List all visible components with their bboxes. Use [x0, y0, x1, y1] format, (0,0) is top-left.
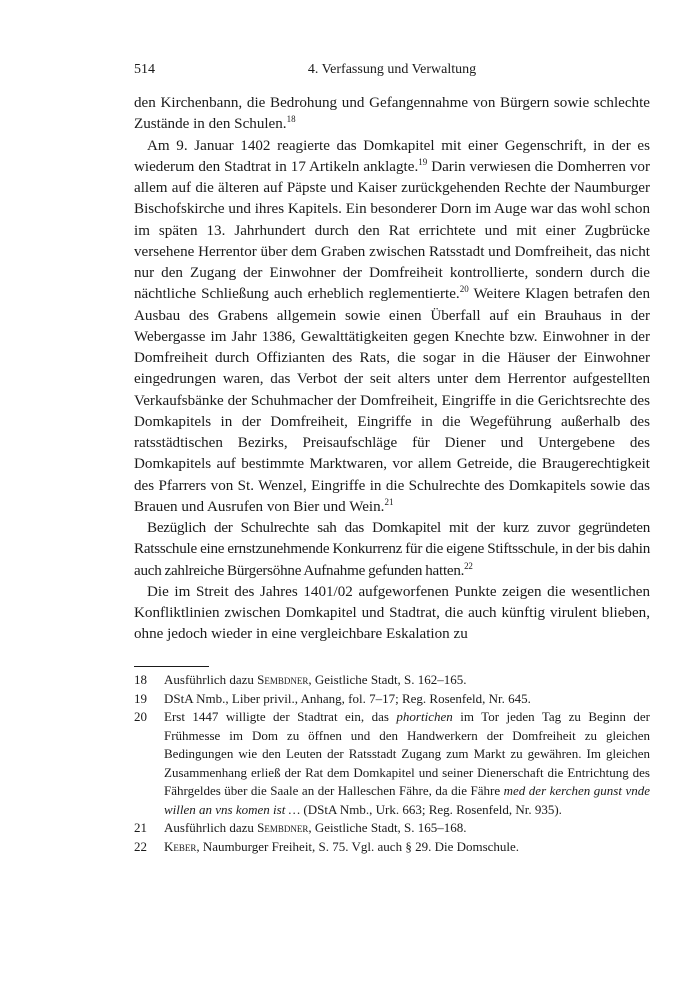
footnotes: [134, 671, 650, 856]
footnote-number: 20: [134, 709, 147, 724]
footnote-ref-19: 19: [418, 156, 428, 167]
paragraph-2: Am 9. Januar 1402 reagierte das Domkapitel mit einer Gegenschrift, in der es wiederum den Stadtrat in 17 Artikeln anklagte.$^{19}$ Darin verwiesen die Domherren vor allem auf die älteren auf Päpste und Kaiser zurückgehenden Rechte der Naumburger Bischofskirche und ihres Kapitels. Ein besonderer Dorn im Auge war das wohl schon im späten 13. Jahrhundert durch den Rat errichtete und mit einer Zugbrücke versehene Herrentor über dem Graben zwischen Ratsstadt und Domfreiheit, das nicht nur den Zugang der Einwohner der Domfreiheit kontrollierte, sondern durch die nächtliche Schließung auch erheblich reglementierte.$^{20}$ Weitere Klagen betrafen den Ausbau des Grabens allgemein sowie einen Überfall auf ein Brauhaus in der Webergasse im Jahr 1386, Gewalttätigkeiten gegen Knechte bzw. Einwohner in der Domfreiheit durch Offizianten des Rats, die sogar in die Häuser der Einwohner eingedrungen waren, das Verbot der seit alters unter dem Herrentor aufgestellten Verkaufsbänke der Schuhmacher der Domfreiheit, Eingriffe in die Gerichtsrechte des Domkapitels in der Domfreiheit, Eingriffe in die Wegeführung außerhalb des ratsstädtischen Bezirks, Preisaufschläge für Diener und Untergebene des Domkapitels auf bestimmte Marktwaren, vor allem Getreide, die Braugerechtigkeit des Pfarrers von St. Wenzel, Eingriffe in die Schulrechte des Domkapitels sowie das Brauen und Ausrufen von Bier und Wein.$^{21}$: [134, 137, 651, 515]
footnote-ref-18: 18: [286, 114, 296, 125]
footnote-ref-20: 20: [459, 284, 469, 295]
author-name: Sembdner: [257, 820, 309, 835]
footnote-21: 21 Ausführlich dazu Sembdner, Geistliche Stadt, S. 165–168.: [134, 819, 650, 838]
page-number: 514: [134, 62, 155, 77]
paragraph-4: Die im Streit des Jahres 1401/02 aufgeworfenen Punkte zeigen die wesentlichen Konfliktlinien zwischen Domkapitel und Stadtrat, die auch künftig virulent blieben, ohne jedoch wieder in eine vergleichbare Eskalation zu: [134, 583, 650, 643]
running-head: 4. Verfassung und Verwaltung: [307, 62, 477, 77]
page-header: [134, 60, 650, 80]
quoted-source: med der kerchen gunst vnde willen an vns komen ist …: [164, 783, 650, 817]
footnote-ref-21: 21: [384, 496, 394, 507]
footnote-rule: [134, 666, 209, 667]
footnote-number: 22: [134, 838, 147, 854]
footnote-number: 18: [134, 672, 147, 687]
footnote-20: 20 Erst 1447 willigte der Stadtrat ein, das phortichen im Tor jeden Tag zu Beginn der Frühmesse im Dom zu öffnen und den Handwerkern der Domfreiheit zu gleichen Bedingungen wie den Leuten der Ratsstadt Zugang zum Markt zu gewähren. Im gleichen Zusammenhang erließ der Rat dem Domkapitel und seiner Dienerschaft die Entrichtung des Fährgeldes über die Saale an der Halleschen Fähre, da die Fähre med der kerchen gunst vnde willen an vns komen ist … (DStA Nmb., Urk. 663; Reg. Rosenfeld, Nr. 935).: [134, 709, 651, 817]
author-name: Sembdner: [257, 672, 309, 687]
footnote-19: 19 DStA Nmb., Liber privil., Anhang, fol. 7–17; Reg. Rosenfeld, Nr. 645.: [134, 690, 650, 709]
footnote-22: 22 Keber, Naumburger Freiheit, S. 75. Vgl. auch § 29. Die Domschule.: [134, 838, 650, 857]
footnote-number: 21: [134, 820, 147, 835]
footnote-number: 19: [134, 690, 147, 706]
main-text: [134, 93, 650, 646]
paragraph-3: Bezüglich der Schulrechte sah das Domkapitel mit der kurz zuvor gegründeten Ratsschule eine ernstzunehmende Konkurrenz für die eigene Stiftsschule, in der bis dahin auch zahlreiche Bürgersöhne Aufnahme gefunden hatten.$^{22}$: [134, 520, 650, 579]
quoted-term: phortichen: [396, 709, 453, 724]
footnote-18: 18 Ausführlich dazu Sembdner, Geistliche Stadt, S. 162–165.: [134, 671, 650, 690]
paragraph-1: den Kirchenbann, die Bedrohung und Gefangennahme von Bürgern sowie schlechte Zustände in den Schulen.$^{18}$: [134, 95, 650, 133]
author-name: Keber: [164, 838, 197, 854]
footnote-ref-22: 22: [464, 560, 473, 571]
